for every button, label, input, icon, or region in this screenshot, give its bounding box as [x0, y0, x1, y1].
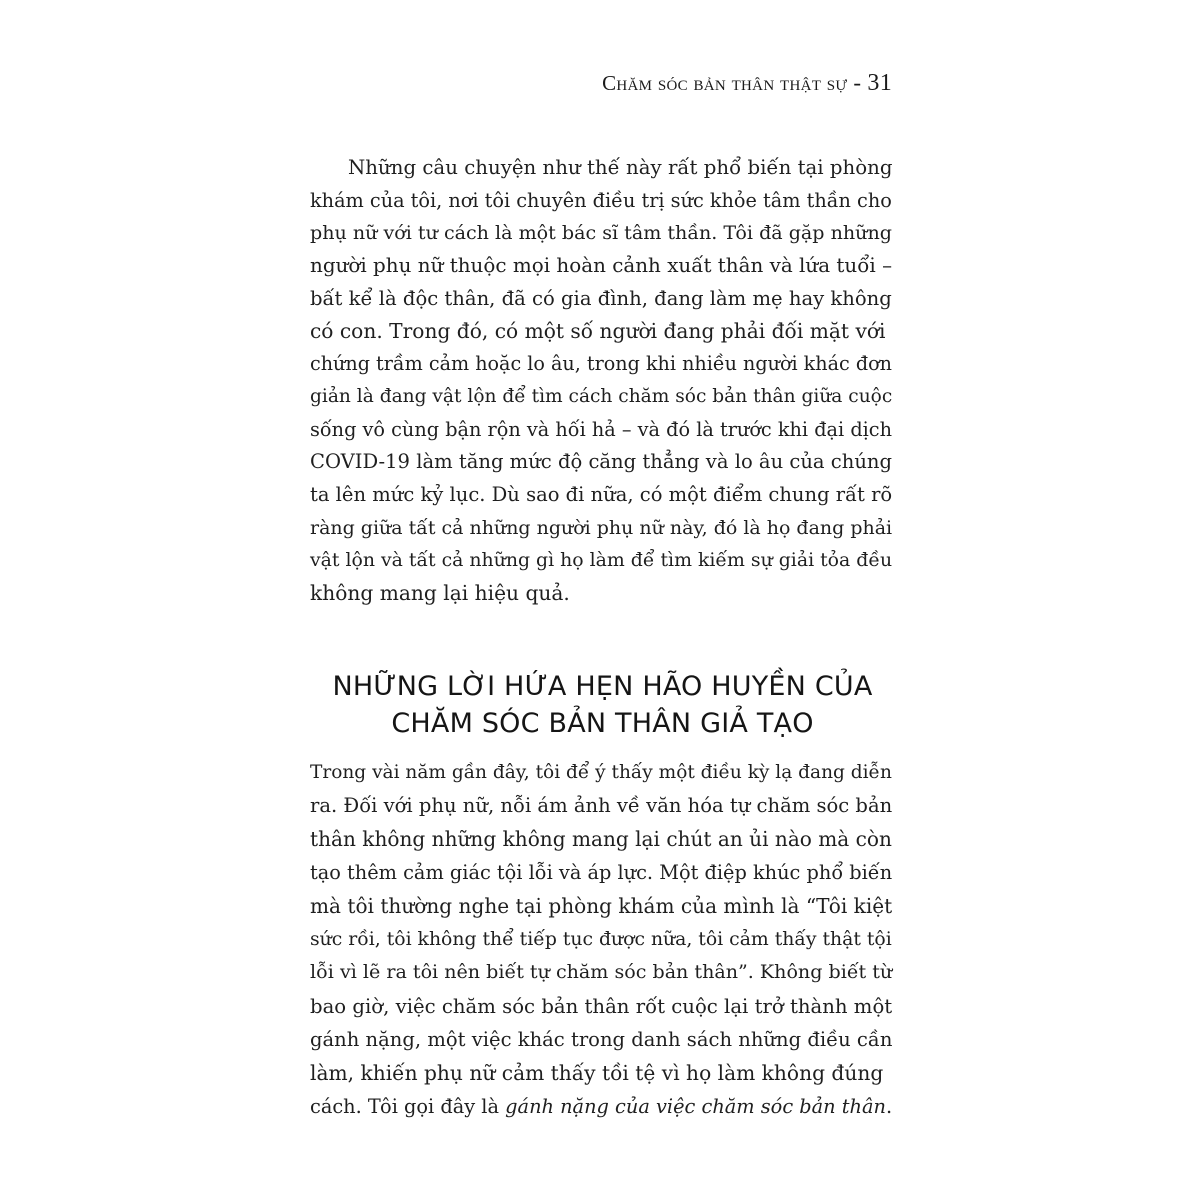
paragraph-line: làm, khiến phụ nữ cảm thấy tồi tệ vì họ làm không đúng	[310, 1060, 884, 1085]
paragraph-line: COVID-19 làm tăng mức độ căng thẳng và lo âu của chúng	[310, 450, 893, 474]
paragraph-last-line	[310, 1090, 895, 1123]
paragraph-line: giản là đang vật lộn để tìm cách chăm sóc bản thân giữa cuộc	[310, 385, 893, 407]
paragraph-line: phụ nữ với tư cách là một bác sĩ tâm thần. Tôi đã gặp những	[310, 221, 892, 245]
emphasized-phrase: gánh nặng của việc chăm sóc bản thân	[505, 1094, 886, 1118]
running-head	[602, 70, 892, 97]
page-number: 31	[867, 70, 892, 96]
running-head-separator: -	[847, 70, 868, 95]
paragraph-line: có con. Trong đó, có một số người đang phải đối mặt với	[310, 319, 886, 344]
paragraph-line: không mang lại hiệu quả.	[310, 580, 570, 605]
paragraph-1	[310, 152, 895, 610]
running-head-title: Chăm sóc bản thân thật sự	[602, 71, 848, 95]
paragraph-line: sức rồi, tôi không thể tiếp tục được nữa, tôi cảm thấy thật tội	[310, 928, 892, 950]
paragraph-2	[310, 756, 895, 1123]
paragraph-line: gánh nặng, một việc khác trong danh sách những điều cần	[310, 1028, 893, 1052]
section-heading-line: NHỮNG LỜI HỨA HẸN HÃO HUYỀN CỦA	[332, 671, 873, 702]
paragraph-line: Trong vài năm gần đây, tôi để ý thấy một điều kỳ lạ đang diễn	[310, 762, 892, 783]
paragraph-line: thân không những không mang lại chút an ủi nào mà còn	[310, 826, 892, 851]
paragraph-line: sống vô cùng bận rộn và hối hả – và đó là trước khi đại dịch	[310, 417, 893, 441]
paragraph-line: bất kể là độc thân, đã có gia đình, đang làm mẹ hay không	[310, 286, 892, 310]
paragraph-line: Những câu chuyện như thế này rất phổ biến tại phòng	[348, 156, 893, 179]
last-line-suffix: .	[885, 1094, 893, 1118]
last-line-prefix: cách. Tôi gọi đây là	[310, 1094, 506, 1118]
paragraph-line: mà tôi thường nghe tại phòng khám của mình là “Tôi kiệt	[310, 893, 893, 918]
paragraph-line: ràng giữa tất cả những người phụ nữ này, đó là họ đang phải	[310, 516, 893, 539]
paragraph-line: lỗi vì lẽ ra tôi nên biết tự chăm sóc bản thân”. Không biết từ	[310, 961, 893, 984]
paragraph-line: người phụ nữ thuộc mọi hoàn cảnh xuất thân và lứa tuổi –	[310, 254, 893, 278]
paragraph-line: khám của tôi, nơi tôi chuyên điều trị sức khỏe tâm thần cho	[310, 188, 892, 212]
paragraph-line: ta lên mức kỷ lục. Dù sao đi nữa, có một điểm chung rất rõ	[310, 482, 893, 506]
paragraph-line: tạo thêm cảm giác tội lỗi và áp lực. Một điệp khúc phổ biến	[310, 861, 893, 885]
paragraph-line: bao giờ, việc chăm sóc bản thân rốt cuộc lại trở thành một	[310, 994, 893, 1018]
paragraph-line: chứng trầm cảm hoặc lo âu, trong khi nhiều người khác đơn	[310, 352, 892, 376]
section-heading-line: CHĂM SÓC BẢN THÂN GIẢ TẠO	[391, 708, 814, 739]
section-heading	[310, 668, 895, 742]
paragraph-line: vật lộn và tất cả những gì họ làm để tìm kiếm sự giải tỏa đều	[310, 549, 893, 572]
paragraph-line: ra. Đối với phụ nữ, nỗi ám ảnh về văn hóa tự chăm sóc bản	[310, 794, 893, 818]
